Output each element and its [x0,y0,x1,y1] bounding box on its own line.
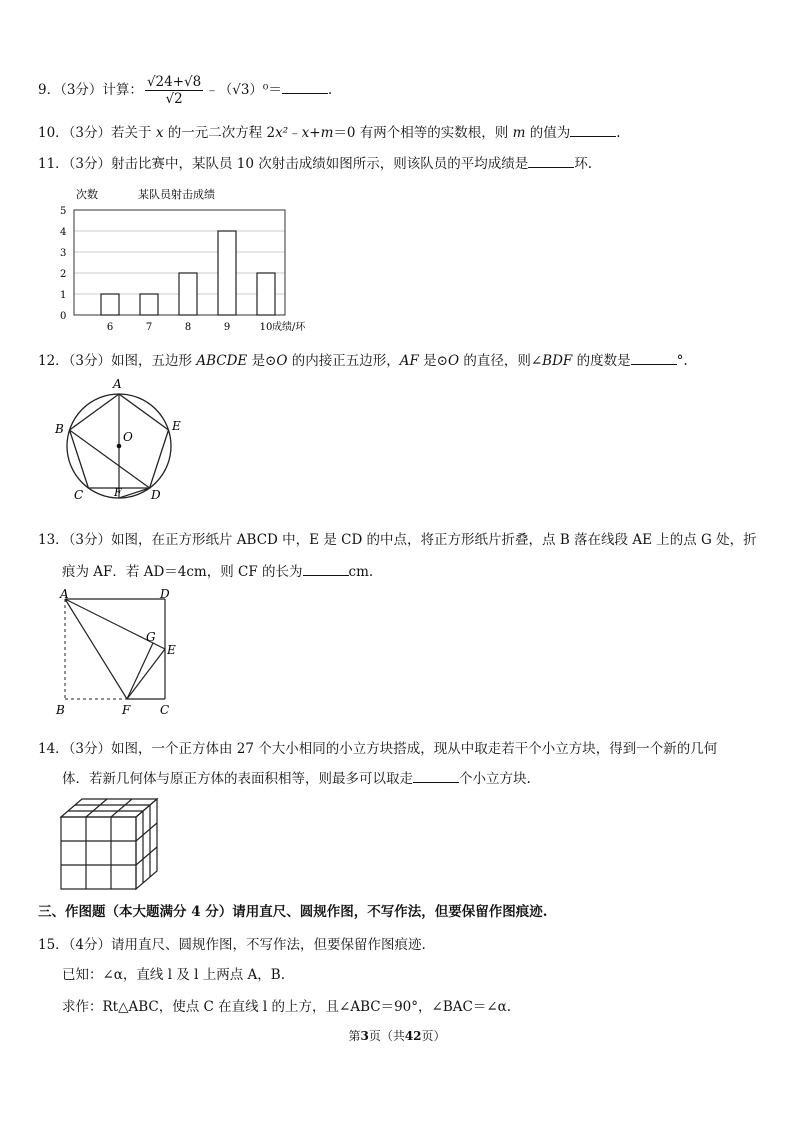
segment-df [119,488,150,498]
q10-text-4: + [309,125,321,141]
footer-text-c: 页） [421,1029,446,1043]
q14-text-2b: 个小立方块. [459,771,531,787]
q12-text-5: 的直径，则∠ [463,353,543,369]
q10-eq-x: x [301,125,310,141]
footer-text-b: 页（共 [368,1029,405,1043]
chart-title: 某队员射击成绩 [138,188,215,201]
shooting-bar-chart [56,184,326,334]
footer-page-number: 3 [360,1029,369,1043]
q12-text-2: 是⊙ [251,353,277,369]
label-b: B [55,422,64,436]
chart-ylabel: 次数 [76,188,98,201]
page-footer [0,1027,794,1044]
chart-y-tick-label: 2 [60,269,67,280]
footer-total-pages: 42 [404,1029,422,1043]
label-f: F [122,703,131,717]
chart-y-tick-label: 1 [60,290,67,301]
q9-end: . [327,82,333,98]
chart-y-tick-label: 5 [60,206,67,217]
cube-right-face [136,799,157,889]
question-14-line-2 [62,767,531,787]
q9-fraction [145,74,203,107]
center-point-o [117,444,122,449]
q12-angle-bdf: BDF [542,353,573,369]
chart-x-tick-label: 9 [223,322,231,333]
q10-eq-m: m [320,125,334,141]
q12-pentagon-name: ABCDE [196,353,248,369]
q11-text: 11．（3分）射击比赛中，某队员 10 次射击成绩如图所示，则该队员的平均成绩是 [38,156,529,172]
label-g: G [146,630,156,644]
q12-text-3: 的内接正五边形， [291,353,400,369]
q9-answer-blank [282,81,328,94]
label-c: C [74,488,84,502]
section-3-heading: 三、作图题（本大题满分 4 分）请用直尺、圆规作图，不写作法，但要保留作图痕迹. [38,904,548,920]
chart-bar-8 [179,273,197,315]
q12-text-1: 12．（3分）如图，五边形 [38,353,193,369]
q10-text-3: ﹣ [288,125,302,141]
label-c: C [160,703,170,717]
q12-af: AF [399,353,419,369]
chart-x-tick-label: 8 [184,322,192,333]
q13-text-2a: 痕为 AF．若 AD＝4cm，则 CF 的长为 [62,564,303,580]
q12-circle-o-1: O [276,353,288,369]
q12-circle-o-2: O [447,353,460,369]
cube-front-face [61,817,136,889]
label-a: A [60,588,69,601]
chart-x-tick-label: 7 [145,322,153,333]
chart-x-ticks [107,322,273,333]
q9-rest: ﹣（√3）⁰＝ [205,82,282,98]
cube-figure [55,795,165,895]
chart-x-tick-label: 10 [259,322,273,333]
chart-y-tick-label: 0 [60,311,67,322]
q10-text-2: 的一元二次方程 2 [167,125,276,141]
question-15-construct: 求作：Rt△ABC，使点 C 在直线 l 的上方，且∠ABC＝90°，∠BAC＝∠α. [62,999,512,1015]
pentagon-circle-figure [50,372,200,502]
q10-text-5: ＝0 有两个相等的实数根，则 [333,125,509,141]
q10-text-6: 的值为 [529,125,571,141]
chart-bar-10 [257,273,275,315]
question-15-line-1: 15．（4分）请用直尺、圆规作图，不写作法，但要保留作图痕迹. [38,937,426,953]
chart-bar-6 [101,294,119,315]
segment-bd [70,430,150,488]
q14-text-2a: 体．若新几何体与原正方体的表面积相等，则最多可以取走 [62,771,413,787]
q12-answer-blank [631,352,677,365]
q11-answer-blank [528,155,574,168]
q10-text-1: 10．（3分）若关于 [38,125,152,141]
question-13-line-1: 13．（3分）如图，在正方形纸片 ABCD 中，E 是 CD 的中点，将正方形纸片折叠，点 B 落在线段 AE 上的点 G 处，折 [38,532,757,548]
chart-bar-9 [218,231,236,315]
q9-prefix: 9．（3分）计算： [38,82,143,98]
q10-var-m: m [512,125,526,141]
q9-numerator: √24+√8 [146,74,202,90]
label-d: D [151,488,161,502]
q13-answer-blank [303,563,349,576]
q12-text-4: 是⊙ [423,353,448,369]
chart-y-tick-label: 4 [60,227,67,238]
chart-y-tick-label: 3 [60,248,67,259]
label-o: O [123,430,133,444]
chart-bar-7 [140,294,158,315]
footer-text-a: 第 [348,1029,361,1043]
q11-end: 环. [574,156,593,172]
q10-eq-x2: x² [275,125,289,141]
question-11 [38,152,592,172]
question-13-line-2 [62,560,373,580]
chart-xlabel: 成绩/环 [272,322,306,333]
q13-text-2b: cm. [348,564,374,580]
question-15-given: 已知：∠α，直线 l 及 l 上两点 A，B. [62,967,285,983]
q10-var-x: x [155,125,164,141]
folded-square-figure [54,588,189,720]
label-e: E [167,643,176,657]
label-f: F [114,486,122,499]
label-e: E [172,419,181,433]
segment-fe [127,649,165,699]
q9-denominator: √2 [165,91,183,107]
q14-answer-blank [413,770,459,783]
q10-end: . [616,125,621,141]
question-9 [38,74,332,107]
segment-fg [127,643,153,699]
q12-text-6: 的度数是 [576,353,631,369]
q12-end: °. [676,353,688,369]
label-d: D [160,588,170,601]
question-10 [38,121,621,141]
question-14-line-1: 14．（3分）如图，一个正方体由 27 个大小相同的小立方块搭成，现从中取走若干个小立方块，得到一个新的几何 [38,741,718,757]
label-a: A [113,377,122,391]
q10-answer-blank [570,124,616,137]
label-b: B [56,703,65,717]
question-12 [38,349,688,369]
chart-x-tick-label: 6 [106,322,114,333]
chart-y-ticks [60,206,66,322]
